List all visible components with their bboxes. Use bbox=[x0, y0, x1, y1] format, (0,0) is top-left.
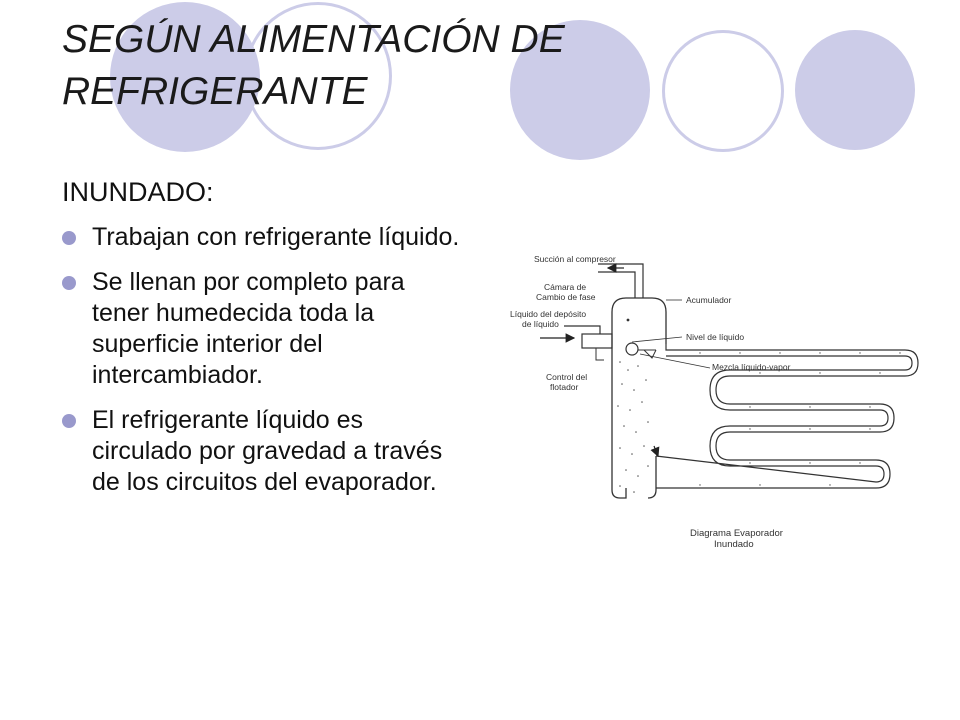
suction-pipe bbox=[598, 272, 635, 298]
label-float-control: Control del flotador bbox=[546, 372, 588, 392]
bullet-item bbox=[62, 267, 462, 391]
accumulator-vessel bbox=[612, 298, 666, 490]
label-accumulator: Acumulador bbox=[686, 295, 732, 305]
flooded-evaporator-diagram bbox=[500, 250, 940, 580]
diagram-caption: Diagrama Evaporador Inundado bbox=[690, 528, 783, 550]
label-suction: Succión al compresor bbox=[534, 254, 616, 264]
bullet-text: Trabajan con refrigerante líquido. bbox=[92, 223, 460, 251]
bullet-dot-icon bbox=[62, 276, 76, 290]
bullet-item bbox=[62, 222, 462, 253]
bullet-text: El refrigerante líquido es circulado por gravedad a través de los circuitos del evaporador. bbox=[92, 406, 443, 496]
label-liquid-level: Nivel de líquido bbox=[686, 332, 745, 342]
float-control-box bbox=[582, 334, 612, 348]
title-line-1: SEGÚN ALIMENTACIÓN DE bbox=[62, 18, 565, 61]
bullet-dot-icon bbox=[62, 414, 76, 428]
chamber-dot bbox=[627, 319, 630, 322]
label-liquid-inlet: Líquido del depósito de líquido bbox=[510, 309, 587, 329]
return-arrow-icon bbox=[654, 446, 658, 456]
label-mixture: Mezcla líquido-vapor bbox=[712, 362, 791, 372]
slide-title bbox=[62, 14, 762, 118]
bullet-item bbox=[62, 405, 462, 498]
bullet-dot-icon bbox=[62, 231, 76, 245]
liquid-dots bbox=[617, 361, 649, 493]
bullet-list bbox=[62, 222, 462, 512]
subtitle: INUNDADO: bbox=[62, 177, 214, 207]
bullet-text: Se llenan por completo para tener humedecida toda la superficie interior del intercambiador. bbox=[92, 268, 405, 389]
title-line-2: REFRIGERANTE bbox=[62, 70, 368, 113]
decor-circle-filled bbox=[795, 30, 915, 150]
float-ball bbox=[626, 343, 638, 355]
label-chamber: Cámara de Cambio de fase bbox=[536, 282, 596, 302]
